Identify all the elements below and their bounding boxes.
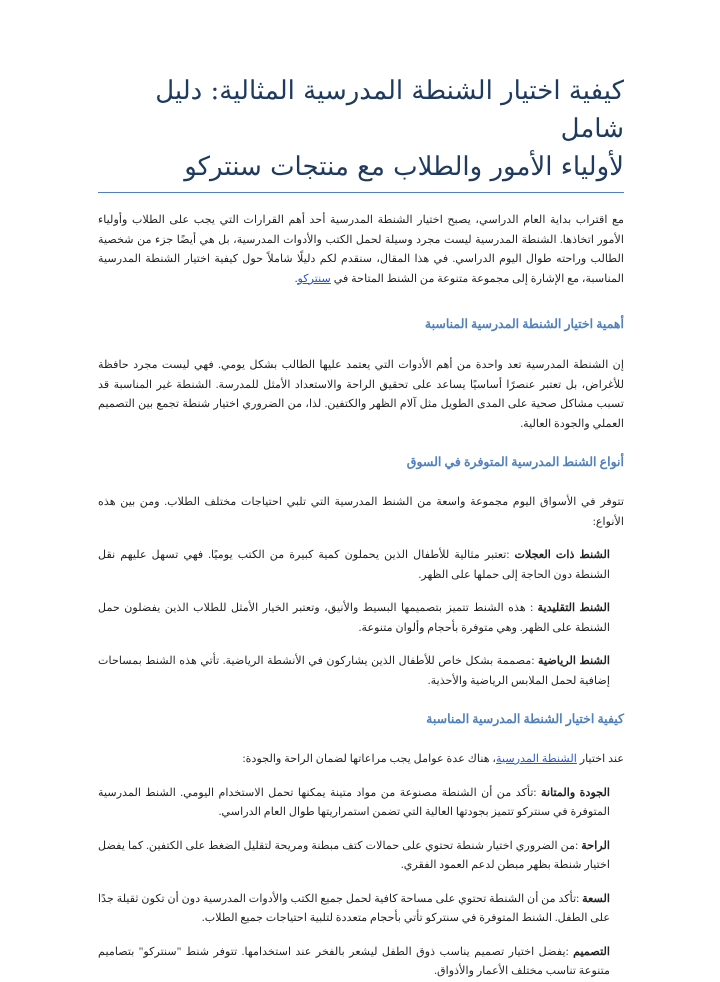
factors-list (98, 784, 624, 982)
title-line-2: لأولياء الأمور والطلاب مع منتجات سنتركو (184, 152, 624, 182)
article-body (98, 72, 624, 982)
intro-end: . (294, 272, 298, 285)
types-list (98, 546, 624, 691)
section-heading-types: أنواع الشنط المدرسية المتوفرة في السوق (406, 455, 624, 469)
list-item (98, 837, 610, 876)
item-term: الراحة (581, 839, 610, 852)
list-item (98, 784, 610, 823)
item-text: :تأكد من أن الشنطة مصنوعة من مواد متينة يمكنها تحمل الاستخدام اليومي. الشنط المدرسية المتوفرة في سنتركو تتميز بجودتها العالية التي تضمن استمراريتها طوال العام الدراسي. (98, 786, 610, 818)
title-divider (98, 192, 624, 193)
list-item (98, 652, 610, 691)
title-line-1: كيفية اختيار الشنطة المدرسية المثالية: دليل شامل (155, 76, 624, 144)
importance-paragraph: إن الشنطة المدرسية تعد واحدة من أهم الأدوات التي يعتمد عليها الطالب بشكل يومي. فهي ليست مجرد حافظة للأغراض، بل تعتبر عنصرًا أساسيًا يساعد على تحقيق الراحة والاستعداد الأمثل للمدرسة. الشنطة غير المناسبة قد تسبب مشاكل صحية على المدى الطويل مثل آلام الظهر والكتفين. لذا، من الضروري اختيار شنطة تجمع بين التصميم العملي والجودة العالية. (98, 359, 624, 430)
choose-lead (98, 750, 624, 770)
section-heading-how-to-choose: كيفية اختيار الشنطة المدرسية المناسبة (426, 712, 624, 726)
section-heading-importance: أهمية اختيار الشنطة المدرسية المناسبة (424, 317, 624, 331)
list-item (98, 599, 610, 638)
item-term: الشنط ذات العجلات (514, 549, 610, 561)
list-item (98, 546, 610, 585)
item-text: : هذه الشنط تتميز بتصميمها البسيط والأنيق، وتعتبر الخيار الأمثل للطلاب الذين يفضلون حمل الشنطة على الظهر. وهي متوفرة بأحجام وألوان متنوعة. (98, 602, 610, 634)
item-text: :مصممة بشكل خاص للأطفال الذين يشاركون في الأنشطة الرياضية. تأتي هذه الشنط بمساحات إضافية لحمل الملابس الرياضية والأحذية. (98, 655, 610, 687)
intro-text: مع اقتراب بداية العام الدراسي، يصبح اختيار الشنطة المدرسية أحد أهم القرارات التي يجب على الطلاب وأولياء الأمور اتخاذها. الشنطة المدرسية ليست مجرد وسيلة لحمل الكتب والأدوات المدرسية، بل هي أيضًا جزء من شخصية الطالب وراحته طوال اليوم الدراسي. في هذا المقال، سنقدم لكم دليلًا شاملاً حول كيفية اختيار الشنطة المدرسية المناسبة، مع الإشارة إلى مجموعة متنوعة من الشنط المتاحة في (98, 214, 624, 285)
list-item (98, 943, 610, 982)
intro-paragraph (98, 211, 624, 289)
item-term: التصميم (573, 945, 610, 958)
item-term: الشنط الرياضية (537, 655, 610, 667)
item-text: :من الضروري اختيار شنطة تحتوي على حمالات كتف مبطنة ومريحة لتقليل الضغط على الكتفين. كما يفضل اختيار شنطة بظهر مبطن لدعم العمود الفقري. (98, 839, 610, 871)
school-bag-link[interactable]: الشنطة المدرسية (496, 753, 577, 765)
article-title (98, 72, 624, 186)
choose-lead-after: ، هناك عدة عوامل يجب مراعاتها لضمان الراحة والجودة: (242, 753, 497, 765)
item-term: الشنط التقليدية (537, 602, 611, 614)
sentrco-link[interactable]: سنتركو (297, 272, 331, 285)
item-text: :يفضل اختيار تصميم يناسب ذوق الطفل ليشعر بالفخر عند استخدامها. تتوفر شنط "سنتركو" بتصاميم متنوعة تناسب مختلف الأعمار والأذواق. (98, 945, 610, 977)
item-term: الجودة والمتانة (540, 786, 610, 799)
item-text: :تأكد من أن الشنطة تحتوي على مساحة كافية لحمل جميع الكتب والأدوات المدرسية دون أن تكون ثقيلة جدًا على الطفل. الشنط المتوفرة في سنتركو تأتي بأحجام متعددة لتلبية احتياجات جميع الطلاب. (98, 892, 610, 924)
types-lead: تتوفر في الأسواق اليوم مجموعة واسعة من الشنط المدرسية التي تلبي احتياجات مختلف الطلاب. ومن بين هذه الأنواع: (98, 496, 624, 528)
item-text: :تعتبر مثالية للأطفال الذين يحملون كمية كبيرة من الكتب يوميًا. فهي تسهل عليهم نقل الشنطة دون الحاجة إلى حملها على الظهر. (98, 549, 610, 581)
item-term: السعة (582, 892, 610, 905)
list-item (98, 890, 610, 929)
choose-lead-before: عند اختيار (576, 753, 624, 765)
